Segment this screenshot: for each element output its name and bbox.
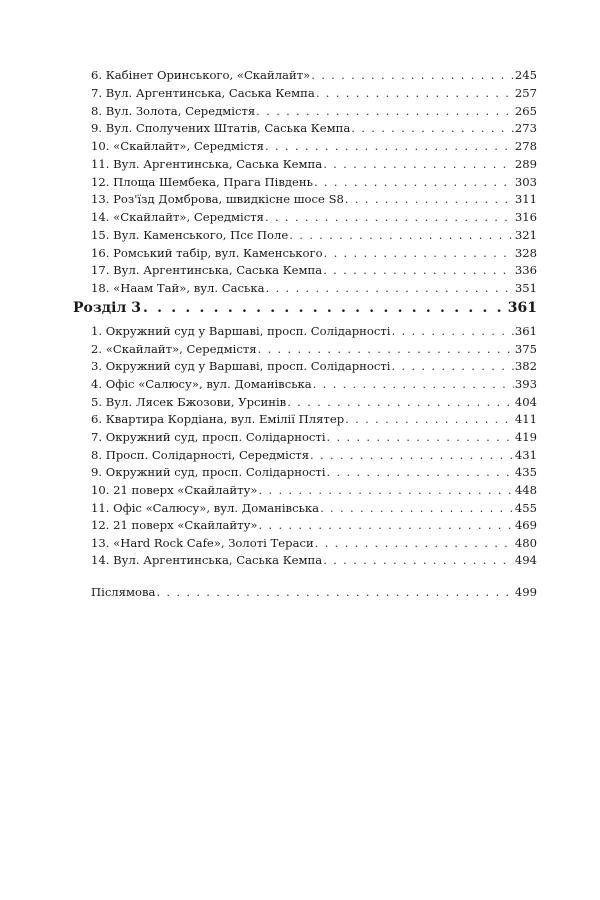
- toc-entry: [91, 393, 537, 411]
- toc-entry-page: 245: [514, 68, 537, 82]
- leader-dots: [258, 340, 514, 358]
- toc-entry-page: 411: [514, 412, 537, 427]
- toc-entry: [91, 84, 537, 102]
- toc-entry: [91, 534, 537, 552]
- toc-entry-title: 14. Вул. Аргентинська, Саська Кемпа: [91, 553, 323, 568]
- toc-entry-page: 321: [514, 227, 537, 242]
- toc-entry-page: 278: [514, 139, 537, 153]
- toc-entry-page: 419: [514, 429, 537, 444]
- leader-dots: [316, 84, 514, 102]
- toc-entry: [91, 463, 537, 481]
- afterword-entry: [91, 583, 537, 601]
- leader-dots: [156, 583, 513, 601]
- toc-entry: [91, 499, 537, 517]
- toc-entry-page: 404: [514, 394, 537, 409]
- toc-entry-page: 336: [514, 263, 537, 278]
- toc-entry-title: 7. Вул. Аргентинська, Саська Кемпа: [91, 85, 315, 100]
- leader-dots: [311, 66, 514, 84]
- toc-entry-page: 382: [514, 359, 537, 374]
- toc-entry-page: 480: [514, 535, 537, 550]
- toc-entry: [91, 261, 537, 279]
- toc-entry-title: 17. Вул. Аргентинська, Саська Кемпа: [91, 263, 323, 278]
- section-3-heading: [73, 297, 537, 319]
- section-3-page: 361: [507, 300, 537, 316]
- toc-entry-title: 11. Офіс «Салюсу», вул. Доманівська: [91, 500, 320, 515]
- leader-dots: [315, 534, 514, 552]
- toc-entry-title: 6. Кабінет Оринського, «Скайлайт»: [91, 68, 311, 82]
- afterword-page: 499: [514, 585, 537, 599]
- leader-dots: [313, 375, 514, 393]
- leader-dots: [323, 261, 514, 279]
- toc-entry-title: 9. Вул. Сполучених Штатів, Саська Кемпа: [91, 121, 351, 136]
- toc-entry-page: 303: [514, 174, 537, 189]
- toc-entry-title: 15. Вул. Каменського, Псє Поле: [91, 227, 289, 242]
- leader-dots: [289, 226, 514, 244]
- leader-dots: [345, 190, 514, 208]
- toc-entry-page: 469: [514, 518, 537, 533]
- leader-dots: [392, 322, 514, 340]
- toc-entry: [91, 446, 537, 464]
- toc-entry: [91, 551, 537, 569]
- toc-entry: [91, 208, 537, 226]
- toc-entry-page: 435: [514, 465, 537, 480]
- toc-entry: [91, 102, 537, 120]
- leader-dots: [265, 137, 514, 155]
- toc-entry-title: 12. 21 поверх «Скайлайту»: [91, 518, 258, 533]
- toc-entry-title: 18. «Наам Тай», вул. Саська: [91, 281, 265, 295]
- toc-entry-page: 448: [514, 482, 537, 497]
- section-3-title: Розділ 3: [73, 300, 141, 316]
- leader-dots: [266, 279, 514, 297]
- toc-entry-title: 1. Окружний суд у Варшаві, просп. Солідарності: [91, 324, 391, 338]
- leader-dots: [310, 446, 514, 464]
- afterword-title: Післямова: [91, 585, 156, 599]
- leader-dots: [392, 357, 514, 375]
- toc-entry-title: 13. Роз'їзд Домброва, швидкісне шосе S8: [91, 192, 344, 207]
- toc-entry-page: 328: [514, 245, 537, 260]
- toc-entry: [91, 155, 537, 173]
- toc-entry-page: 311: [514, 192, 537, 207]
- toc-entry: [91, 66, 537, 84]
- leader-dots: [323, 551, 514, 569]
- toc-entry: [91, 481, 537, 499]
- toc-entry: [91, 226, 537, 244]
- leader-dots: [327, 428, 514, 446]
- toc-entry-title: 8. Просп. Солідарності, Середмістя: [91, 447, 310, 462]
- toc-entry: [91, 279, 537, 297]
- toc-entry: [91, 137, 537, 155]
- leader-dots: [259, 516, 514, 534]
- toc-entry-title: 11. Вул. Аргентинська, Саська Кемпа: [91, 156, 323, 171]
- toc-entry-page: 393: [514, 376, 537, 391]
- toc-entry-page: 257: [514, 85, 537, 100]
- toc-entry-title: 9. Окружний суд, просп. Солідарності: [91, 465, 326, 480]
- toc-entry-title: 6. Квартира Кордіана, вул. Емілії Плятер: [91, 412, 345, 427]
- toc-entry: [91, 244, 537, 262]
- toc-entry: [91, 410, 537, 428]
- leader-dots: [320, 499, 514, 517]
- toc-entry-title: 7. Окружний суд, просп. Солідарності: [91, 429, 326, 444]
- toc-entry: [91, 340, 537, 358]
- toc-entry-title: 10. 21 поверх «Скайлайту»: [91, 482, 258, 497]
- toc-entry: [91, 119, 537, 137]
- leader-dots: [287, 393, 514, 411]
- toc-entry-page: 375: [514, 341, 537, 356]
- toc-entry-page: 361: [514, 324, 537, 338]
- leader-dots: [351, 119, 514, 137]
- leader-dots: [323, 155, 514, 173]
- toc-entry-title: 8. Вул. Золота, Середмістя: [91, 103, 256, 118]
- leader-dots: [327, 463, 514, 481]
- leader-dots: [314, 173, 514, 191]
- toc-entry-page: 455: [514, 500, 537, 515]
- toc-entry-title: 3. Окружний суд у Варшаві, просп. Солідарності: [91, 359, 391, 374]
- toc-entry-title: 13. «Hard Rock Cafe», Золоті Тераси: [91, 535, 314, 550]
- toc-entry: [91, 190, 537, 208]
- toc-entry-page: 351: [514, 281, 537, 295]
- toc-entry: [91, 357, 537, 375]
- toc-entry-title: 12. Площа Шембека, Прага Південь: [91, 174, 313, 189]
- leader-dots: [345, 410, 514, 428]
- leader-dots: [265, 208, 514, 226]
- toc-entry-title: 10. «Скайлайт», Середмістя: [91, 139, 264, 153]
- toc-entry-page: 265: [514, 103, 537, 118]
- toc-entry: [91, 375, 537, 393]
- toc-entry: [91, 428, 537, 446]
- leader-dots: [256, 102, 514, 120]
- toc-entry-title: 14. «Скайлайт», Середмістя: [91, 210, 264, 224]
- toc-entry: [91, 173, 537, 191]
- leader-dots: [324, 244, 514, 262]
- toc-entry-page: 273: [514, 121, 537, 136]
- toc-entry-page: 289: [514, 156, 537, 171]
- toc-entry-page: 494: [514, 553, 537, 568]
- leader-dots: [259, 481, 514, 499]
- toc-entry-title: 5. Вул. Лясек Бжозови, Урсинів: [91, 394, 287, 409]
- toc-entry-title: 4. Офіс «Салюсу», вул. Доманівська: [91, 376, 312, 391]
- toc-entry: [91, 516, 537, 534]
- toc-entry-page: 316: [514, 210, 537, 224]
- toc-entry-page: 431: [514, 447, 537, 462]
- leader-dots: [143, 297, 506, 319]
- toc-entry-title: 2. «Скайлайт», Середмістя: [91, 341, 257, 356]
- toc-entry-title: 16. Ромський табір, вул. Каменського: [91, 245, 323, 260]
- toc-entry: [91, 322, 537, 340]
